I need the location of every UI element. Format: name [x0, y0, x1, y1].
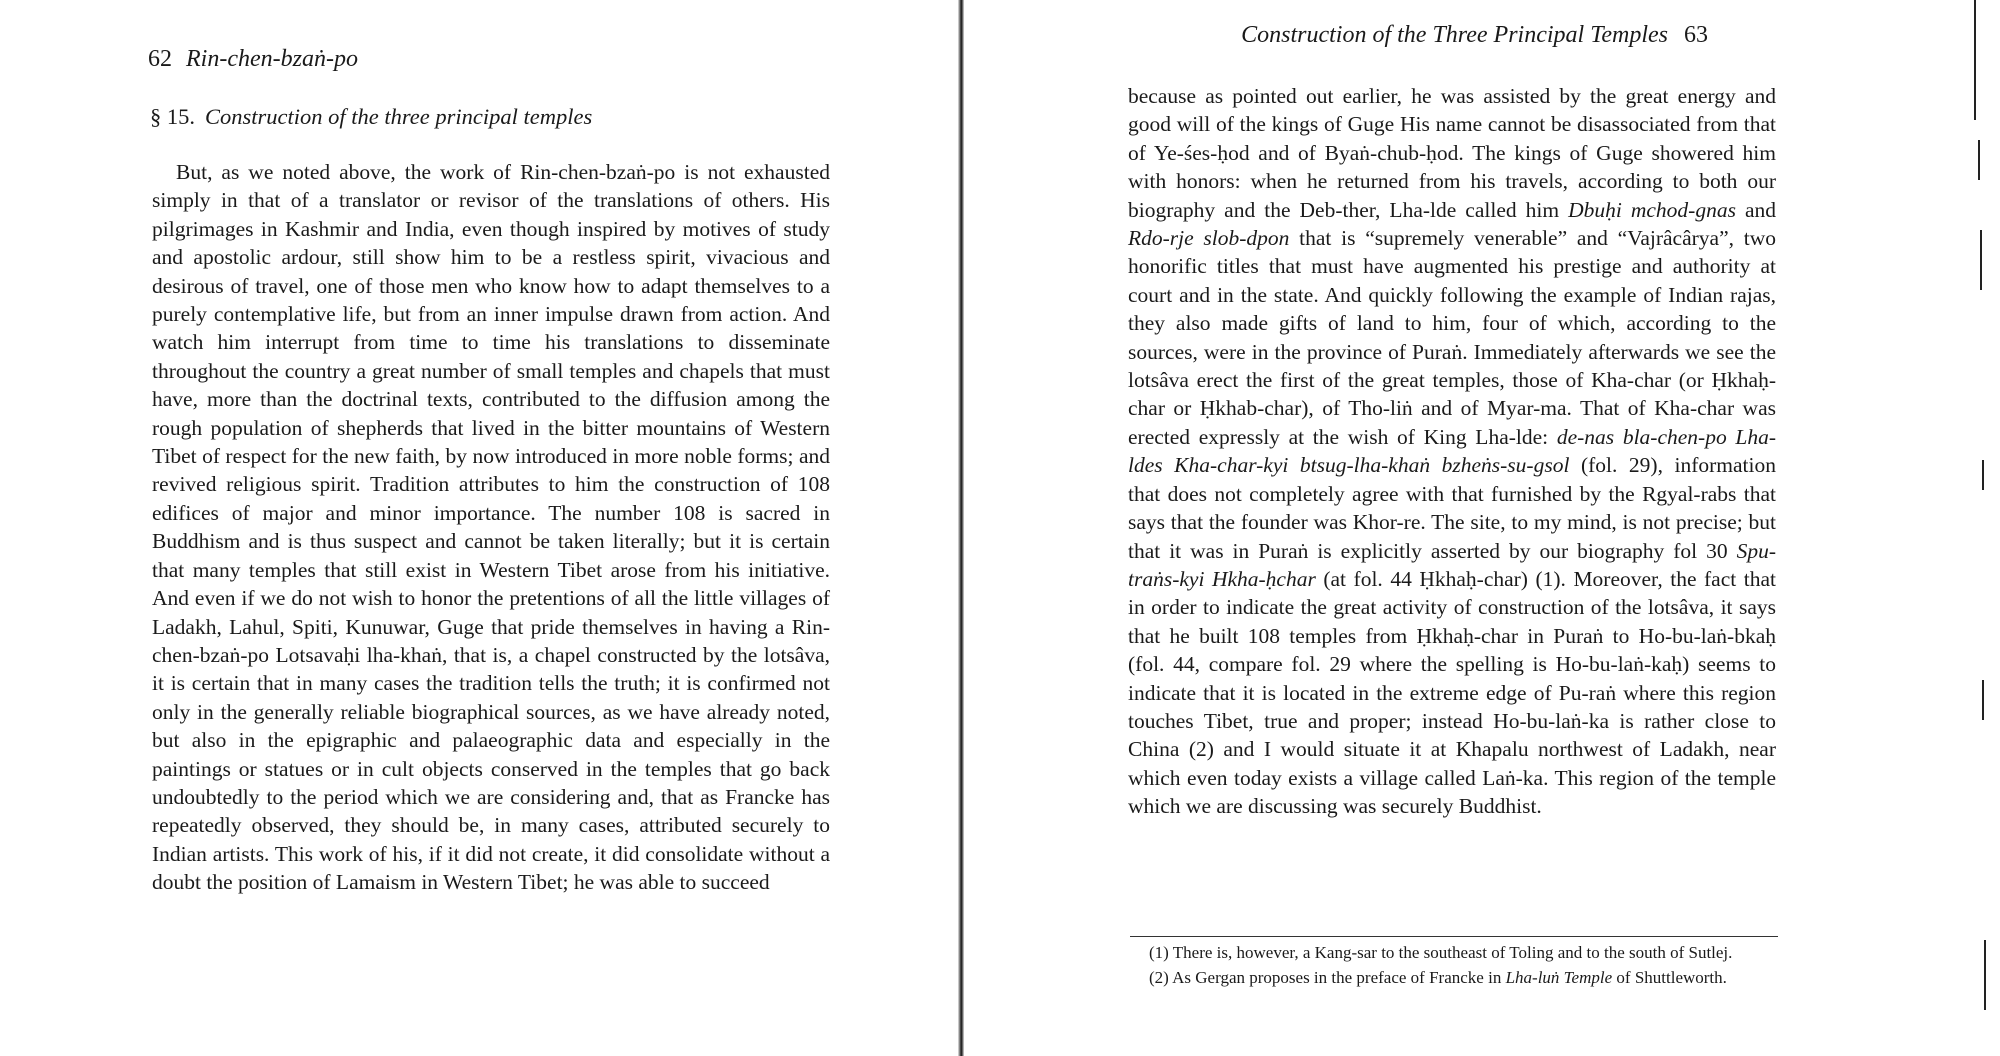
- section-number: § 15.: [150, 104, 195, 129]
- running-title-right: Construction of the Three Principal Temples: [1241, 22, 1668, 48]
- scan-edge-marks: [1960, 0, 2000, 1056]
- edge-mark: [1974, 0, 1976, 120]
- right-body-text: Dbuḥi mchod-gnas: [1568, 197, 1736, 222]
- right-body-paragraph: [1128, 82, 1776, 821]
- page-number-left: 62: [148, 46, 172, 72]
- right-body-text: Rdo-rje slob-dpon: [1128, 226, 1290, 251]
- section-title: Construction of the three principal temples: [205, 104, 593, 129]
- footnote-text: (1) There is, however, a Kang-sar to the southeast of Toling and to the south of Sutlej.: [1149, 943, 1733, 962]
- edge-mark: [1982, 680, 1984, 720]
- edge-mark: [1980, 230, 1982, 290]
- book-spine: [958, 0, 964, 1056]
- page-number-right: 63: [1684, 22, 1708, 48]
- footnote-rule: [1130, 936, 1778, 937]
- edge-mark: [1984, 940, 1986, 1010]
- edge-mark: [1978, 140, 1980, 180]
- right-body-text: and: [1735, 197, 1776, 222]
- left-page: [0, 0, 960, 1056]
- running-title-left: Rin-chen-bzaṅ-po: [186, 46, 358, 72]
- footnote-text: (2) As Gergan proposes in the preface of Francke in: [1149, 967, 1506, 987]
- footnote-text: of Shuttleworth.: [1612, 967, 1727, 987]
- running-head-right: [1241, 22, 1708, 49]
- footnote-1: [1131, 942, 1779, 965]
- right-page: [965, 0, 2000, 1056]
- footnote-2: [1131, 967, 1779, 990]
- footnote-text: Lha-luṅ Temple: [1505, 967, 1613, 987]
- left-body-paragraph: But, as we noted above, the work of Rin-chen-bzaṅ-po is not exhausted simply in that of a translator or revisor of the translations of others. His pilgrimages in Kashmir and India, even though inspired by motives of study and apostolic ardour, still show him to be a restless spirit, vivacious and desirous of travel, one of those men who know how to adapt themselves to a purely contemplative life, but from an inner impulse drawn from action. And watch him interrupt from time to time his translations to disseminate throughout the country a great number of small temples and chapels that must have, more than the doctrinal texts, contributed to the diffusion among the rough population of shepherds that lived in the bitter mountains of Western Tibet of respect for the new faith, by now introduced in more noble forms; and revived religious spirit. Tradition attributes to him the construction of 108 edifices of major and minor importance. The number 108 is sacred in Buddhism and is thus suspect and cannot be taken literally; but it is certain that many temples that still exist in Western Tibet arose from his initiative. And even if we do not wish to honor the pretentions of all the little villages of Ladakh, Lahul, Spiti, Kunuwar, Guge that pride themselves in having a Rin-chen-bzaṅ-po Lotsavaḥi lha-khaṅ, that is, a chapel constructed by the lotsâva, it is certain that in many cases the tradition tells the truth; it is confirmed not only in the generally reliable biographical sources, as we have already noted, but also in the epigraphic and palaeographic data and especially in the paintings or statues or in cult objects conserved in the temples that go back undoubtedly to the period which we are considering and, that as Francke has repeatedly observed, they should be, in many cases, attributed securely to Indian artists. This work of his, if it did not create, it did consolidate without a doubt the position of Lamaism in Western Tibet; he was able to succeed: [152, 160, 830, 895]
- right-body-text: Spu-traṅs-kyi Hkha-ḥchar: [1128, 538, 1776, 591]
- right-body-text: that is “supremely venerable” and “Vajrâcârya”, two honorific titles that must have augmented his prestige and authority at court and in the state. And quickly following the example of Indian rajas, they also made gifts of land to him, four of which, according to the sources, were in the province of Puraṅ. Immediately afterwards we see the lotsâva erect the first of the great temples, those of Kha-char (or Ḥkhaḥ-char or Ḥkhab-char), of Tho-liṅ and of Myar-ma. That of Kha-char was erected expressly at the wish of King Lha-lde:: [1128, 226, 1776, 449]
- running-head-left: [148, 46, 358, 73]
- edge-mark: [1982, 460, 1984, 490]
- right-body-text: (at fol. 44 Ḥkhaḥ-char) (1). Moreover, the fact that in order to indicate the great activity of construction of the lotsâva, it says that he built 108 temples from Ḥkhaḥ-char in Puraṅ to Ho-bu-laṅ-bkaḥ (fol. 44, compare fol. 29 where the spelling is Ho-bu-laṅ-kaḥ) seems to indicate that it is located in the extreme edge of Pu-raṅ where this region touches Tibet, true and proper; instead Ho-bu-laṅ-ka is rather close to China (2) and I would situate it at Khapalu northwest of Ladakh, near which even today exists a village called Laṅ-ka. This region of the temple which we are discussing was securely Buddhist.: [1128, 566, 1776, 819]
- footnotes: [1131, 942, 1779, 991]
- section-heading: [150, 104, 592, 130]
- right-body-text: (fol. 29), information that does not completely agree with that furnished by the Rgyal-rabs that says that the founder was Khor-re. The site, to my mind, is not precise; but that it was in Puraṅ is explicitly asserted by our biography fol 30: [1128, 453, 1776, 563]
- right-body-text: de-nas bla-chen-po Lha-ldes Kha-char-kyi btsug-lha-khaṅ bzheṅs-su-gsol: [1128, 424, 1776, 478]
- right-body-text: because as pointed out earlier, he was assisted by the great energy and good will of the kings of Guge His name cannot be disassociated from that of Ye-śes-ḥod and of Byaṅ-chub-ḥod. The kings of Guge showered him with honors: when he returned from his travels, according to both our biography and the Deb-ther, Lha-lde called him: [1128, 84, 1776, 222]
